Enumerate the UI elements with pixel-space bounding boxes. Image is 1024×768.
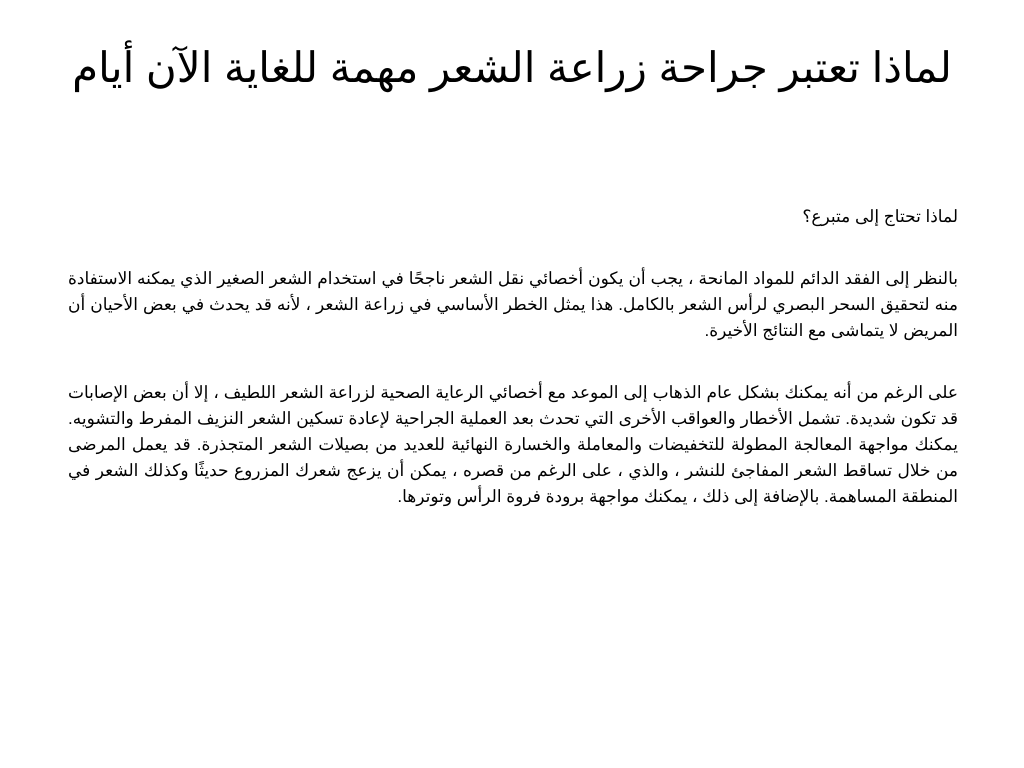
slide-title: لماذا تعتبر جراحة زراعة الشعر مهمة للغاية الآن أيام xyxy=(72,44,952,91)
paragraph-donor-loss: بالنظر إلى الفقد الدائم للمواد المانحة ، يجب أن يكون أخصائي نقل الشعر ناجحًا في استخدام الشعر الصغير الذي يمكنه الاستفادة منه لتحقيق السحر البصري لرأس الشعر بالكامل. هذا يمثل الخطر الأساسي في زراعة الشعر ، لأنه قد يحدث في بعض الأحيان أن المريض لا يتماشى مع النتائج الأخيرة. xyxy=(68,269,958,340)
slide-content xyxy=(68,204,958,510)
content-heading: لماذا تحتاج إلى متبرع؟ xyxy=(802,207,958,226)
paragraph-risks: على الرغم من أنه يمكنك بشكل عام الذهاب إلى الموعد مع أخصائي الرعاية الصحية لزراعة الشعر اللطيف ، إلا أن بعض الإصابات قد تكون شديدة. تشمل الأخطار والعواقب الأخرى التي تحدث بعد العملية الجراحية لإعادة تسكين الشعر النزيف المفرط والتشويه. يمكنك مواجهة المعالجة المطولة للتخفيضات والمعاملة والخسارة النهائية للعديد من بصيلات الشعر المتجذرة. قد يعمل المرضى من خلال تساقط الشعر المفاجئ للنشر ، والذي ، على الرغم من قصره ، يمكن أن يزعج شعرك المزروع حديثًا وكذلك الشعر في المنطقة المساهمة. بالإضافة إلى ذلك ، يمكنك مواجهة برودة فروة الرأس وتوترها. xyxy=(68,383,958,506)
